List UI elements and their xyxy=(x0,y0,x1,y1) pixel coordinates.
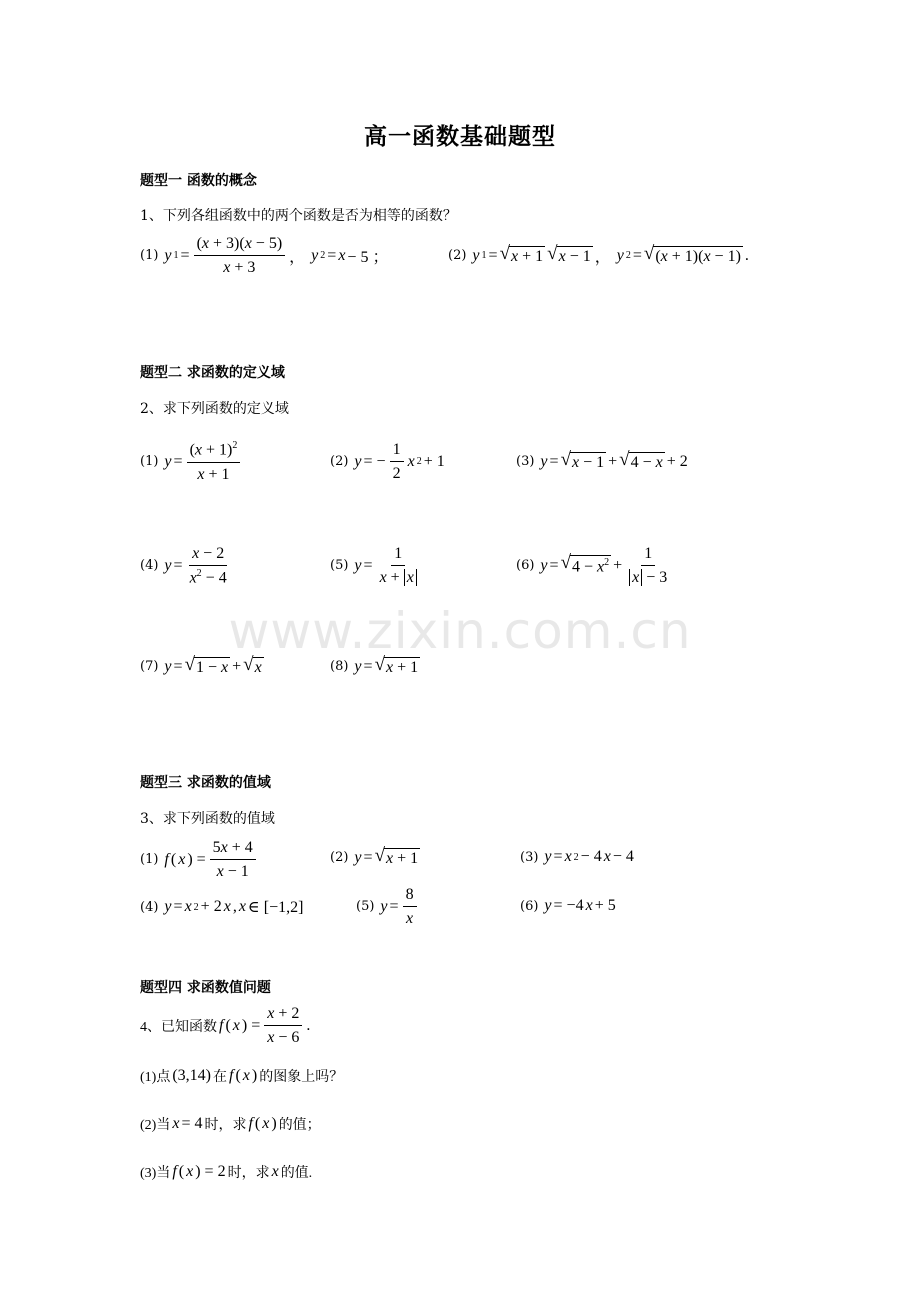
q2-item-1: (1) y = $\frac{(x + 1)^2}{x + 1}$ xyxy=(140,440,242,484)
q2-item-6: (6) y = √ $4 - x^2$ + $\frac{1}{x - 3}$ xyxy=(516,545,668,587)
q4-part-1: (1)点 (3,14) 在 f ( x ) 的图象上吗？ xyxy=(140,1067,344,1085)
q3-item-6: (6) y = −4 x + 5 xyxy=(520,897,616,914)
q2-item-7: (7) y = √ 1 − x + √ x xyxy=(140,655,264,679)
question-3: 3、求下列函数的值域 xyxy=(140,811,275,827)
question-1: 1、下列各组函数中的两个函数是否为相等的函数？ xyxy=(140,208,457,224)
q4-part-3: (3)当 f ( x ) = 2 时，求 x 的值. xyxy=(140,1163,313,1181)
q3-item-4: (4) y = x 2 + 2 x , x ∈ [−1,2] xyxy=(140,898,304,916)
section-heading-3: 题型三 求函数的值域 xyxy=(140,775,271,791)
q3-item-5: (5) y = $\frac{8}{x}$ xyxy=(356,885,419,928)
q2-item-5: (5) y = $\frac{1}{x + x}$ xyxy=(330,544,422,587)
q2-item-2: (2) y = − $\frac{1}{2}$ x 2 + 1 xyxy=(330,441,445,483)
q3-item-2: (2) y = √ x + 1 xyxy=(330,846,420,870)
q2-item-4: (4) y = $\frac{x - 2}{x^2 - 4}$ xyxy=(140,545,227,587)
question-2: 2、求下列函数的定义域 xyxy=(140,401,289,417)
q3-item-1: (1) f ( x ) = $\frac{5x + 4}{x - 1}$ xyxy=(140,838,258,881)
section-heading-2: 题型二 求函数的定义域 xyxy=(140,365,285,381)
section-heading-1: 题型一 函数的概念 xyxy=(140,173,257,189)
page-title: 高一函数基础题型 xyxy=(364,123,556,150)
q2-item-8: (8) y = √ x + 1 xyxy=(330,655,420,679)
q4-part-2: (2)当 x = 4 时，求 f ( x ) 的值； xyxy=(140,1115,321,1133)
q1-item-1: (1) y 1 = $\frac{(x + 3)(x - 5)}{x + 3}$ ， y 2 = x − 5 ； xyxy=(140,235,389,277)
q1-item-2: (2) y 1 = √ x + 1 √ x − 1 ， y 2 = √ (x + 1)(x − 1) . xyxy=(448,243,749,267)
question-4: 4、已知函数 f ( x ) = $\frac{x + 2}{x - 6}$ . xyxy=(140,1005,311,1047)
q2-item-3: (3) y = √ x − 1 + √ 4 − x + 2 xyxy=(516,450,688,474)
watermark: www.zixin.com.cn xyxy=(228,602,692,660)
q3-item-3: (3) y = x 2 − 4 x − 4 xyxy=(520,848,634,865)
section-heading-4: 题型四 求函数值问题 xyxy=(140,980,271,996)
